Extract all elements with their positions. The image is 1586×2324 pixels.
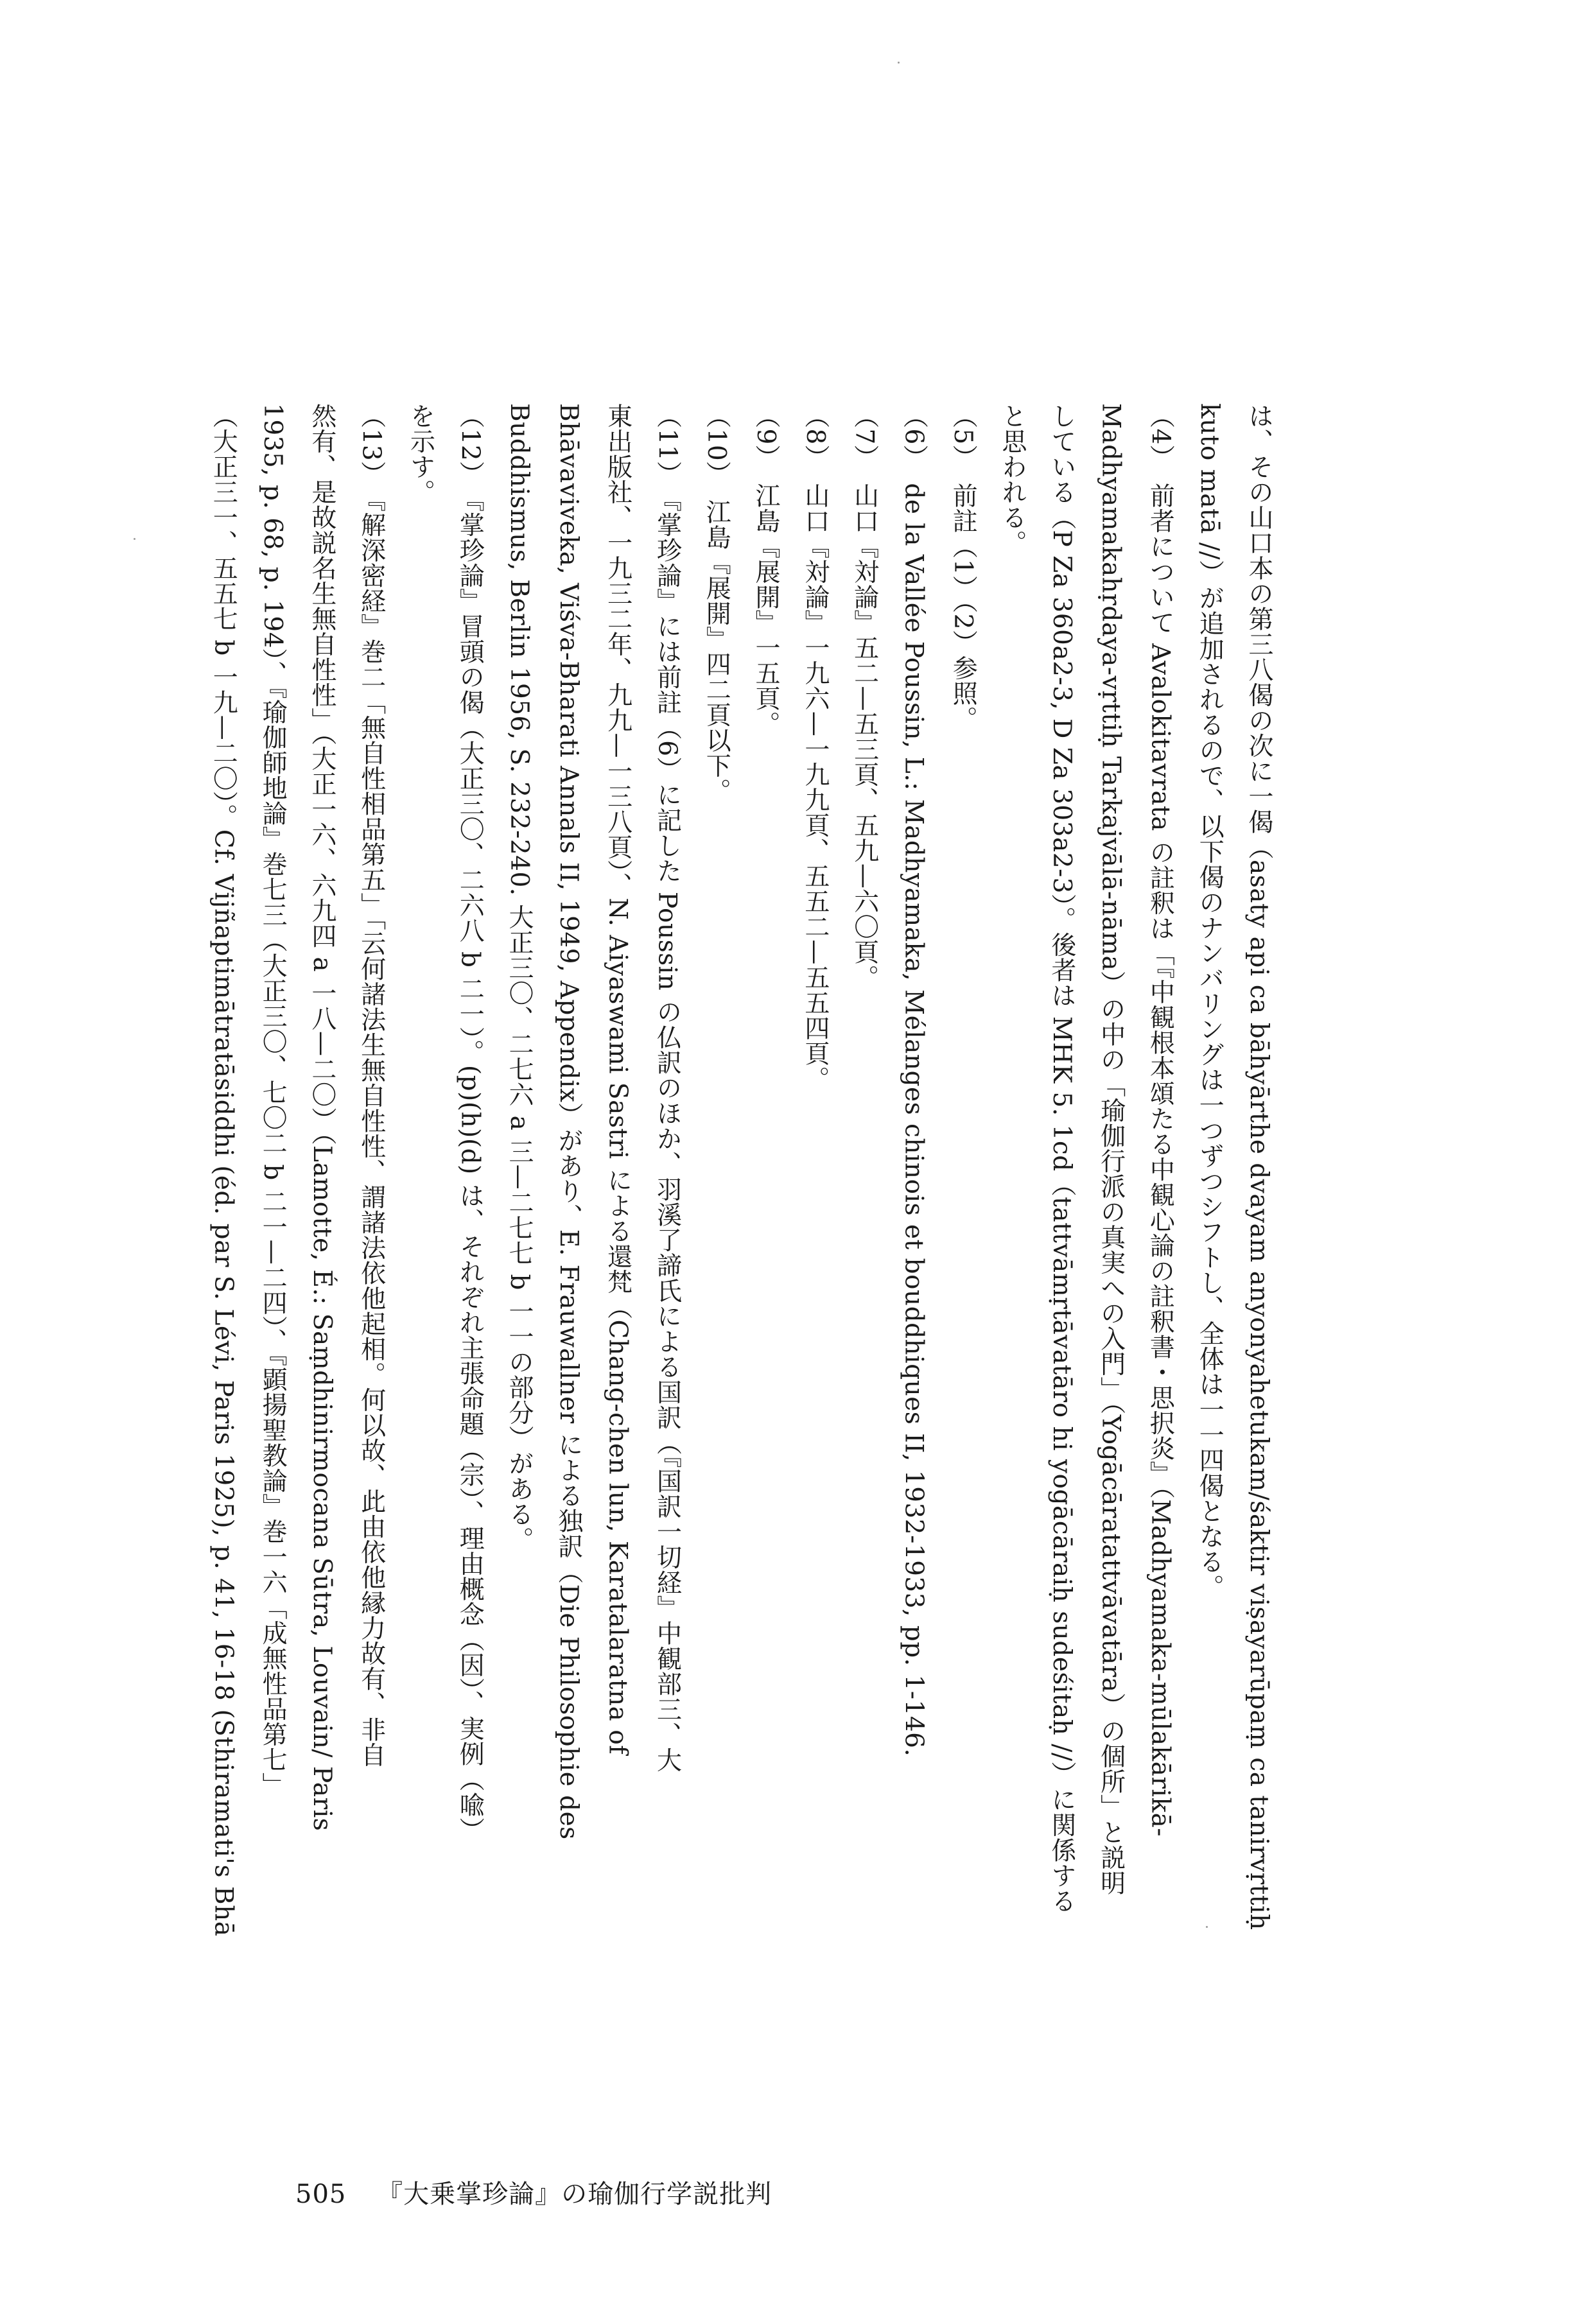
text-line: Madhyamakahṛdaya-vṛttiḥ Tarkajvālā-nāma）の中の「瑜伽行派の真実への入門」（Yogācāratattvāvatāra）の個所」と説明 <box>1096 403 1126 1896</box>
text-line: を示す。 <box>406 403 435 505</box>
note-12: （12） 『掌珍論』冒頭の偈（大正三〇、二六八 b 二一）。(p)(h)(d) は、それぞれ主張命題（宗）、理由概念（因）、実例（喩） <box>455 403 485 1843</box>
note-5: （5） 前註（1）（2）参照。 <box>948 403 978 731</box>
page-number: 505 <box>295 2180 347 2209</box>
text-line: は、その山口本の第三八偈の次に一偈（asaty api ca bāhyārthe dvayam anyonyahetukam/śaktir viṣayarūpaṃ ca tanirvṛttiḥ <box>1244 403 1273 1930</box>
text-line: と思われる。 <box>998 403 1027 555</box>
scan-speck <box>134 538 135 540</box>
text-line: （大正三一、五五七 b 一九—二〇）。Cf. Vijñaptimātratāsiddhi (éd. par S. Lévi, Paris 1925), p. 41, 16-18 (Sthiramati's Bhā <box>209 403 238 1937</box>
note-10: （10） 江島『展開』四二頁以下。 <box>702 403 731 804</box>
note-9: （9） 江島『展開』一五頁。 <box>751 403 781 737</box>
scan-speck <box>898 62 900 64</box>
note-8: （8） 山口『対論』一九六—一九九頁、五五二—五五四頁。 <box>800 403 830 1092</box>
text-line: 1935, p. 68, p. 194）、『瑜伽師地論』巻七三（大正三〇、七〇二 b 二一—二四）、『顕揚聖教論』巻一六「成無性品第七」 <box>258 403 288 1798</box>
page-footer <box>295 2175 772 2214</box>
note-4: （4） 前者について Avalokitavrata の註釈は「『中観根本頌たる中観心論の註釈書・思択炎』（Madhyamaka-mūlakārikā- <box>1146 403 1175 1837</box>
note-11: （11） 『掌珍論』には前註（6）に記した Poussin の仏訳のほか、羽溪了諦氏による国訳（『国訳一切経』中観部三、大 <box>652 403 682 1773</box>
text-line: している（P Za 360a2-3, D Za 303a2-3）。後者は MHK 5. 1cd（tattvāmṛtāvatāro hi yogācāraiḥ sudeśitaḥ //）に関係する <box>1047 403 1076 1914</box>
scan-speck <box>1206 1926 1208 1928</box>
note-13: （13） 『解深密経』巻二「無自性相品第五」「云何諸法生無自性性、謂諸法依他起相。何以故、此由依他縁力故有、非自 <box>356 403 386 1768</box>
note-6: （6） de la Vallée Poussin, L.: Madhyamaka, Mélanges chinois et bouddhiques II, 1932-1933, pp. 1-146. <box>899 403 928 1757</box>
running-title: 『大乗掌珍論』の瑜伽行学説批判 <box>377 2180 772 2209</box>
text-line: Bhāvaviveka, Viśva-Bharati Annals II, 1949, Appendix）があり、E. Frauwallner による独訳（Die Philosophie des <box>553 403 583 1840</box>
endnotes-text-block <box>209 403 1283 2162</box>
text-line: Buddhismus, Berlin 1956, S. 232-240. 大正三〇、二七六 a 三—二七七 b 一一の部分）がある。 <box>505 403 534 1552</box>
note-7: （7） 山口『対論』五二—五三頁、五九—六〇頁。 <box>850 403 879 991</box>
text-line: 然有、是故説名生無自性性」（大正一六、六九四 a 一八—二〇）（Lamotte, É.: Saṃdhinirmocana Sūtra, Louvain/ Paris <box>307 403 336 1832</box>
text-line: kuto matā //）が追加されるので、以下偈のナンバリングは一つずつシフトし、全体は一一四偈となる。 <box>1195 403 1224 1600</box>
text-line: 東出版社、一九三二年、九九—一三八頁）、N. Aiyaswami Sastri による還梵（Chang-chen lun, Karatalaratna of <box>603 403 632 1755</box>
